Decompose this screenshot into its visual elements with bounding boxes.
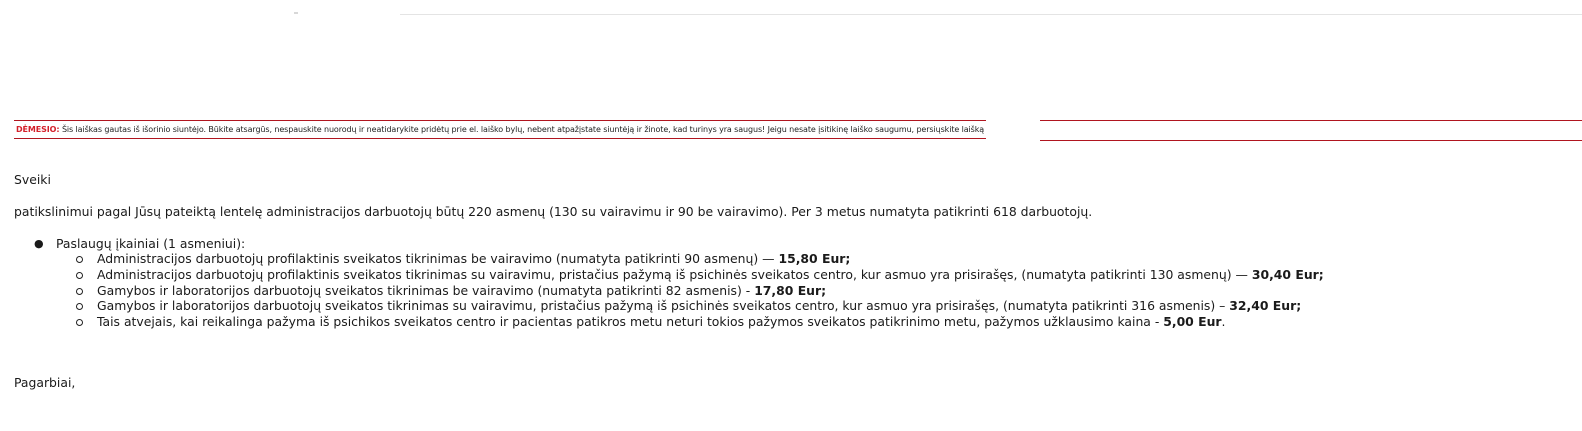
top-divider-dot — [294, 12, 298, 14]
circle-bullet-icon — [76, 319, 83, 326]
top-divider — [400, 14, 1582, 15]
service-price: 17,80 Eur; — [754, 282, 827, 298]
circle-bullet-icon — [76, 256, 83, 263]
warning-label: DĖMESIO: — [16, 125, 60, 134]
message-intro: patikslinimui pagal Jūsų pateiktą lentelę administracijos darbuotojų būtų 220 asmenų (130 su vairavimu ir 90 be vairavimo). Per 3 metus numatyta patikrinti 618 darbuotojų. — [14, 204, 1093, 219]
message-closing: Pagarbiai, — [14, 375, 76, 390]
service-description: Administracijos darbuotojų profilaktinis sveikatos tikrinimas be vairavimo (numatyta patikrinti 90 asmenų) — — [97, 251, 779, 266]
service-description: Gamybos ir laboratorijos darbuotojų sveikatos tikrinimas be vairavimo (numatyta patikrinti 82 asmenis) - — [97, 282, 755, 298]
circle-bullet-icon — [76, 303, 83, 310]
circle-bullet-icon — [76, 288, 83, 295]
service-description: Administracijos darbuotojų profilaktinis sveikatos tikrinimas su vairavimu, pristačius pažymą iš psichinės sveikatos centro, kur asmuo yra prisirašęs, (numatyta patikrinti 130 asmenų) — — [97, 266, 1252, 282]
circle-bullet-icon — [76, 272, 83, 279]
service-price: 30,40 Eur; — [1251, 266, 1324, 282]
message-greeting: Sveiki — [14, 172, 51, 187]
service-description: Tais atvejais, kai reikalinga pažyma iš psichikos sveikatos centro ir pacientas patikros metu neturi tokios pažymos sveikatos patikrinimo metu, pažymos užklausimo kaina - — [97, 314, 1164, 330]
service-price: 5,00 Eur — [1163, 314, 1222, 330]
warning-banner-extension — [1040, 120, 1582, 141]
service-description: Gamybos ir laboratorijos darbuotojų sveikatos tikrinimas su vairavimu, pristačius pažymą iš psichinės sveikatos centro, kur asmuo yra prisirašęs, (numatyta patikrinti 316 asmenis) – — [97, 298, 1230, 314]
warning-body: Šis laiškas gautas iš išorinio siuntėjo. Būkite atsargūs, nespauskite nuorodų ir neatidarykite pridėtų prie el. laiško bylų, nebent atpažįstate siuntėją ir žinote, kad turinys yra saugus! Jeigu nesate įsitikinę laiško saugumu, persiųskite laišką — [61, 125, 985, 134]
service-price: 15,80 Eur; — [778, 251, 851, 266]
warning-message — [16, 125, 984, 135]
services-heading: Paslaugų įkainiai (1 asmeniui): — [56, 236, 246, 251]
service-price: 32,40 Eur; — [1229, 298, 1302, 314]
bullet-icon: ● — [34, 237, 44, 250]
external-sender-warning — [14, 120, 986, 139]
